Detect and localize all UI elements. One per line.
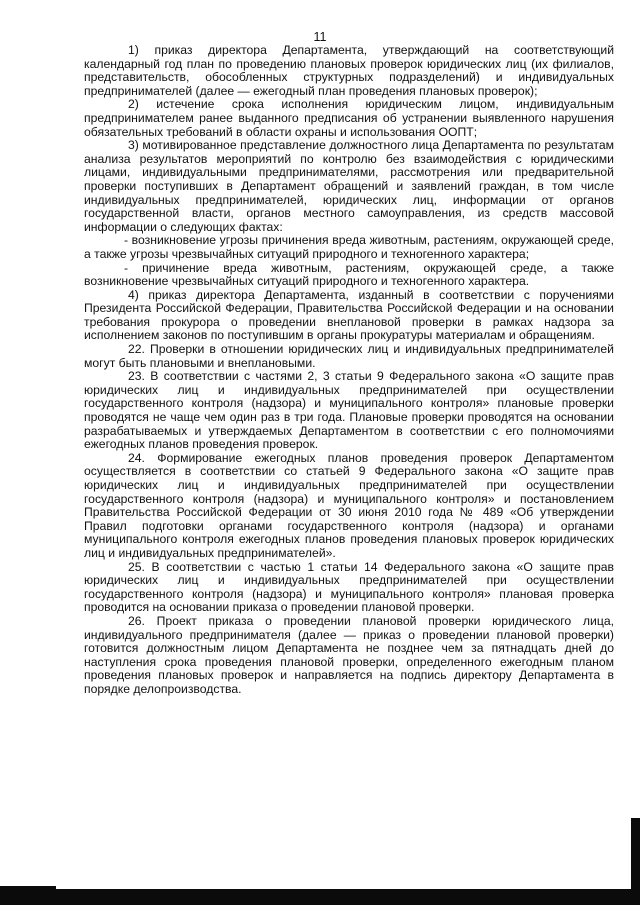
paragraph-23: 23. В соответствии с частями 2, 3 статьи 9 Федерального закона «О защите прав юридических лиц и индивидуальных предпринимателей при осуществлении государственного контроля (надзора) и муниципального контроля» плановые проверки проводятся не чаще чем один раз в три года. Плановые проверки проводятся на основании разрабатываемых и утверждаемых Департаментом в соответствии с его полномочиями ежегодных планов проведения проверок. (84, 369, 614, 452)
paragraph-bullet-harm: - причинение вреда животным, растениям, окружающей среде, а также возникновение чрезвычайных ситуаций природного и техногенного характера. (84, 260, 614, 289)
paragraph-item-2: 2) истечение срока исполнения юридическим лицом, индивидуальным предпринимателем ранее выданного предписания об устранении выявленного нарушения обязательных требований в области охраны и использования ООПТ; (84, 97, 614, 139)
scan-border-bottom (0, 889, 640, 905)
paragraph-item-1: 1) приказ директора Департамента, утверждающий на соответствующий календарный год план по проведению плановых проверок юридических лиц (их филиалов, представительств, обособленных структурных подразделений) и индивидуальных предпринимателей (далее — ежегодный план проведения плановых проверок); (84, 43, 614, 98)
paragraph-bullet-threat: - возникновение угрозы причинения вреда животным, растениям, окружающей среде, а также угрозы чрезвычайных ситуаций природного и техногенного характера; (84, 233, 614, 261)
paragraph-item-4: 4) приказ директора Департамента, изданный в соответствии с поручениями Президента Российской Федерации, Правительства Российской Федерации и на основании требования прокурора о проведении внеплановой проверки в рамках надзора за исполнением законов по поступившим в органы прокуратуры материалам и обращениям. (84, 287, 614, 343)
paragraph-24: 24. Формирование ежегодных планов проведения проверок Департаментом осуществляется в соответствии со статьей 9 Федерального закона «О защите прав юридических лиц и индивидуальных предпринимателей при осуществлении государственного контроля (надзора) и муниципального контроля» и постановлением Правительства Российской Федерации от 30 июня 2010 года № 489 «Об утверждении Правил подготовки органами государственного контроля (надзора) и органами муниципального контроля ежегодных планов проведения плановых проверок юридических лиц и индивидуальных предпринимателей». (84, 450, 614, 560)
paragraph-item-3: 3) мотивированное представление должностного лица Департамента по результатам анализа результатов мероприятий по контролю без взаимодействия с юридическими лицами, индивидуальными предпринимателями, рассмотрения или предварительной проверки поступивших в Департамент обращений и заявлений граждан, в том числе индивидуальных предпринимателей, юридических лиц, информации от органов государственной власти, органов местного самоуправления, из средств массовой информации о следующих фактах: (84, 138, 614, 234)
page-number: 11 (313, 30, 327, 44)
document-body (84, 44, 614, 697)
paragraph-26: 26. Проект приказа о проведении плановой проверки юридического лица, индивидуального предпринимателя (далее — приказ о проведении плановой проверки) готовится должностным лицом Департамента не позднее чем за пятнадцать дней до наступления срока проведения плановой проверки, определенного ежегодным планом проведения плановых проверок и направляется на подпись директору Департамента в порядке делопроизводства. (84, 613, 614, 696)
paragraph-22: 22. Проверки в отношении юридических лиц и индивидуальных предпринимателей могут быть плановыми и внеплановыми. (84, 342, 614, 370)
paragraph-25: 25. В соответствии с частью 1 статьи 14 Федерального закона «О защите прав юридических лиц и индивидуальных предпринимателей при осуществлении государственного контроля (надзора) и муниципального контроля» плановая проверка проводится на основании приказа о проведении плановой проверки. (84, 559, 614, 615)
